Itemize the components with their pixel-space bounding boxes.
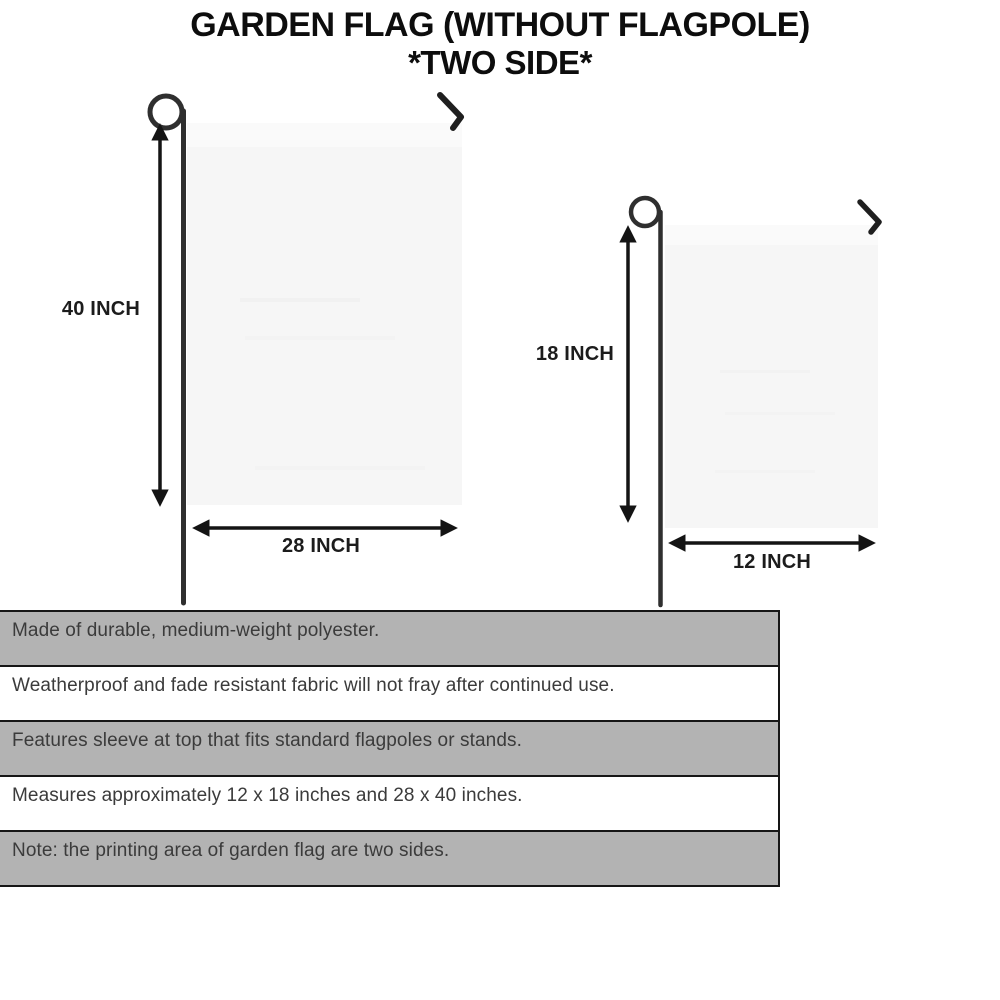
large-flagpole-loop-icon bbox=[150, 96, 182, 128]
page-title bbox=[0, 6, 1000, 82]
small-flag-width-label: 12 INCH bbox=[732, 551, 812, 573]
feature-row-weatherproof: Weatherproof and fade resistant fabric will not fray after continued use. bbox=[0, 665, 780, 722]
small-flag-body bbox=[665, 225, 878, 528]
large-flag-width-label: 28 INCH bbox=[281, 535, 361, 557]
large-flag-crease bbox=[255, 466, 425, 470]
large-flag-sleeve bbox=[187, 123, 462, 147]
small-flag-height-label: 18 INCH bbox=[535, 343, 614, 365]
feature-row-note: Note: the printing area of garden flag are two sides. bbox=[0, 830, 780, 887]
small-flag-crease bbox=[720, 370, 810, 373]
feature-row-material: Made of durable, medium-weight polyester. bbox=[0, 610, 780, 667]
feature-list bbox=[0, 610, 780, 887]
small-flag-sleeve bbox=[665, 225, 878, 245]
large-flag-body bbox=[187, 123, 462, 505]
page-title-line2: *TWO SIDE* bbox=[408, 44, 592, 82]
large-flag-crease bbox=[240, 298, 360, 302]
large-flag-height-label: 40 INCH bbox=[61, 298, 140, 320]
small-flag-crease bbox=[715, 470, 815, 473]
small-flag-crease bbox=[725, 412, 835, 415]
large-flag-crease bbox=[245, 336, 395, 340]
feature-row-sleeve: Features sleeve at top that fits standard flagpoles or stands. bbox=[0, 720, 780, 777]
feature-row-measurements: Measures approximately 12 x 18 inches and 28 x 40 inches. bbox=[0, 775, 780, 832]
small-flagpole-loop-icon bbox=[631, 198, 659, 226]
page-title-line1: GARDEN FLAG (WITHOUT FLAGPOLE) bbox=[190, 6, 810, 44]
